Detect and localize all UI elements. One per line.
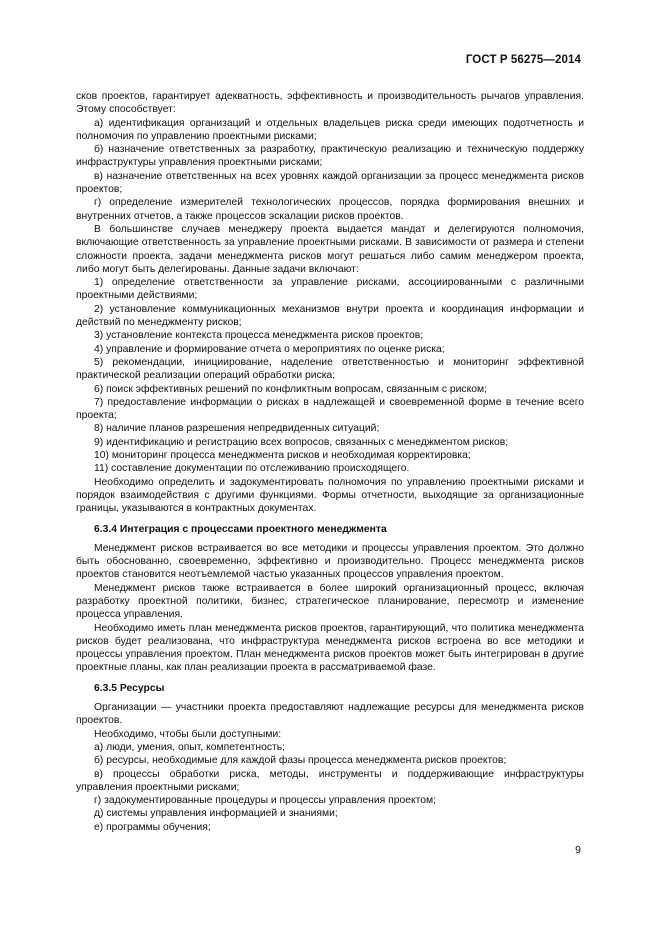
list-item: 2) установление коммуникационных механизмов внутри проекта и координация информации и действий по менеджменту рисков; (76, 303, 584, 329)
list-item: б) назначение ответственных за разработку, практическую реализацию и техническую поддержку инфраструктуры управления проектными рисками; (76, 144, 584, 169)
list-item: 3) установление контекста процесса менеджмента рисков проектов; (94, 330, 424, 342)
list-item: в) процессы обработки риска, методы, инструменты и поддерживающие инфраструктуры управления проектными рисками; (76, 768, 584, 793)
list-item: 5) рекомендации, инициирование, наделение ответственностью и мониторинг эффективной практической реализации операций обработки риска; (76, 356, 584, 382)
paragraph: Организации — участники проекта предоставляют надлежащие ресурсы для менеджмента рисков проектов. (76, 702, 584, 727)
list-item: а) идентификация организаций и отдельных владельцев риска среди имеющих подотчетность и полномочия по управлению проектными рисками; (76, 117, 584, 142)
paragraph: Необходимо определить и задокументировать полномочия по управлению проектными рисками и порядок взаимодействия с другими функциями. Формы отчетности, выходящие за организационные границы, указываются в контрактных документах. (76, 476, 584, 515)
list-item: е) программы обучения; (94, 821, 211, 833)
paragraph: Необходимо иметь план менеджмента рисков проектов, гарантирующий, что политика менеджмента рисков будет реализована, что инфраструктура менеджмента рисков встроена во все методики и процессы управления проектом. План менеджмента рисков проектов может быть интегрирован в другие проектные планы, как план реализации проекта в рассматриваемой фазе. (76, 622, 584, 674)
list-item: г) задокументированные процедуры и процессы управления проектом; (94, 795, 436, 807)
list-item: 1) определение ответственности за управление рисками, ассоциированными с различными проектными действиями; (76, 277, 584, 302)
list-item: а) люди, умения, опыт, компетентность; (94, 741, 286, 753)
list-item: 4) управление и формирование отчета о мероприятиях по оценке риска; (94, 343, 445, 355)
list-item: д) системы управления информацией и знаниями; (94, 808, 338, 820)
paragraph: В большинстве случаев менеджеру проекта выдается мандат и делегируются полномочия, включающие ответственность за управление проектными рисками. В зависимости от размера и степени сложности проекта, задачи менеджмента рисков могут решаться либо самим менеджером проекта, либо могут быть делегированы. Данные задачи включают: (76, 223, 584, 275)
document-code-header: ГОСТ Р 56275—2014 (465, 54, 581, 66)
list-item: 6) поиск эффективных решений по конфликтным вопросам, связанным с риском; (94, 383, 487, 395)
list-item: 11) составление документации по отслеживанию происходящего. (94, 463, 410, 475)
list-item: 7) предоставление информации о рисках в надлежащей и своевременной форме в течение всего проекта; (76, 396, 584, 422)
list-item: 8) наличие планов разрешения непредвиденных ситуаций; (94, 423, 380, 435)
list-item: в) назначение ответственных на всех уровнях каждой организации за процесс менеджмента рисков проектов; (76, 170, 584, 196)
list-item: г) определение измерителей технологических процессов, порядка формирования внешних и внутренних отчетов, а также процессов эскалации рисков проектов. (76, 197, 584, 222)
section-heading-6-3-4: 6.3.4 Интеграция с процессами проектного менеджмента (94, 523, 387, 535)
list-item: б) ресурсы, необходимые для каждой фазы процесса менеджмента рисков проектов; (94, 755, 507, 767)
section-heading-6-3-5: 6.3.5 Ресурсы (94, 682, 165, 694)
paragraph: Менеджмент рисков также встраивается в более широкий организационный процесс, включая разработку проектной политики, бизнес, стратегическое планирование, пересмотр и изменение процесса управления. (76, 582, 584, 621)
paragraph: сков проектов, гарантирует адекватность, эффективность и производительность рычагов управления. Этому способствует: (76, 91, 584, 116)
page-number: 9 (575, 844, 581, 856)
list-item: 10) мониторинг процесса менеджмента рисков и необходимая корректировка; (94, 450, 471, 462)
list-item: 9) идентификацию и регистрацию всех вопросов, связанных с менеджментом рисков; (94, 436, 509, 448)
page-body (76, 90, 584, 834)
paragraph: Необходимо, чтобы были доступными: (94, 728, 282, 740)
paragraph: Менеджмент рисков встраивается во все методики и процессы управления проектом. Это должно быть обоснованно, своевременно, эффективно и производительно. Процесс менеджмента рисков проектов становится неотъемлемой частью указанных процессов управления проектом. (76, 542, 584, 581)
